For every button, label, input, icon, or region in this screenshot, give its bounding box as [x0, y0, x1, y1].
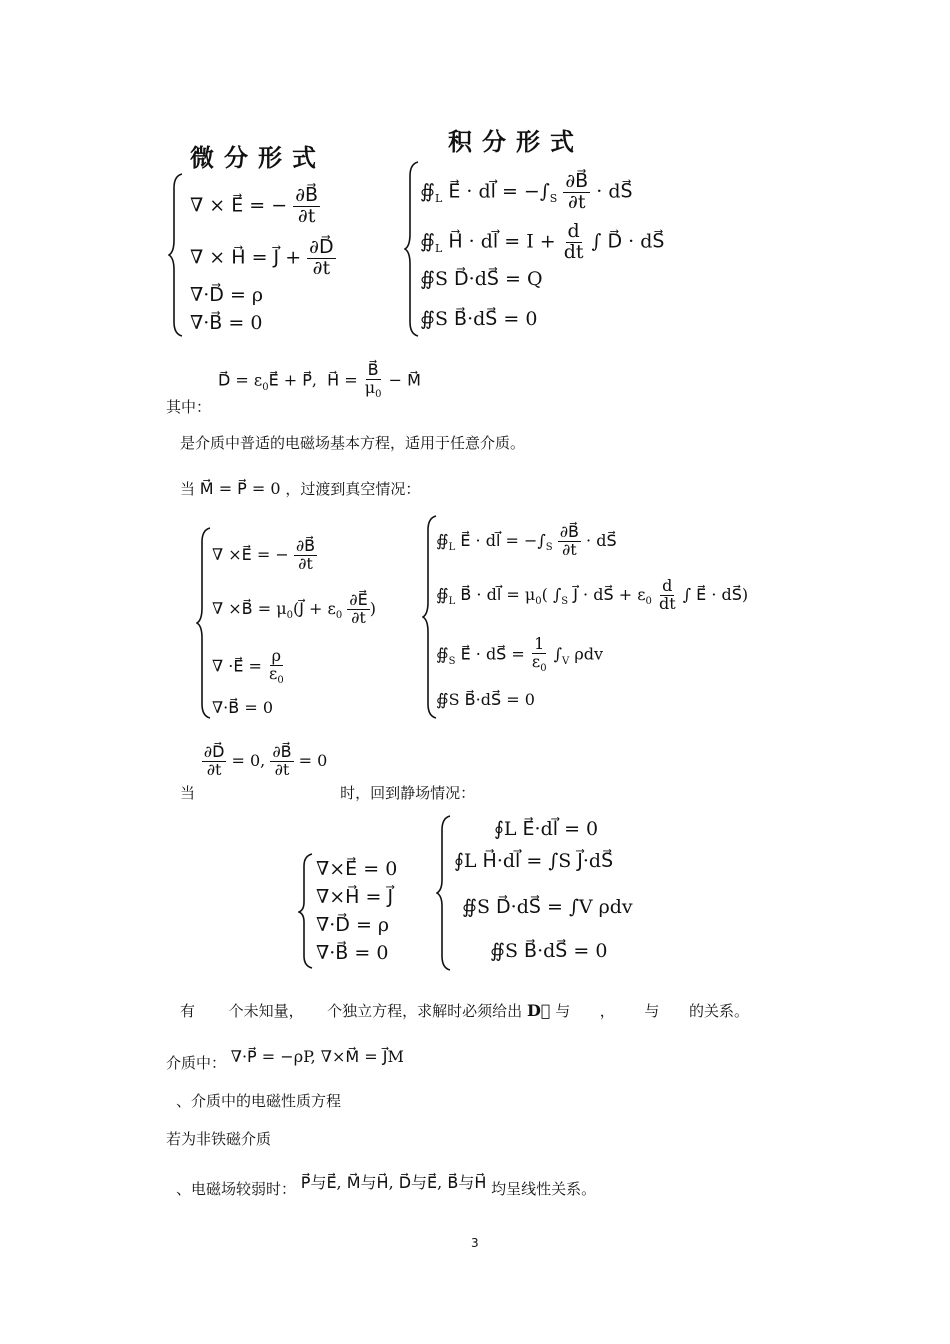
- vacuum-integ-eq-3: $∯_S$ E⃗ · dS⃗ = $\frac{1}{\varepsilon_0}$ $\int_V$ ρdv: [436, 634, 604, 674]
- nonferro-line: 若为非铁磁介质: [166, 1130, 272, 1148]
- unknowns-symbol-d: D⃗: [526, 1001, 551, 1020]
- medium-line: [166, 1046, 404, 1072]
- static-integ-eq-1: ∮L E⃗·dl⃗ = 0: [494, 818, 599, 840]
- weak-field-prefix: 、电磁场较弱时：: [176, 1180, 297, 1198]
- heading-integral-form: 积分形式: [448, 128, 584, 156]
- label-qizhong: 其中：: [166, 398, 212, 416]
- static-diff-eq-4: ∇·B⃗ = 0: [316, 942, 389, 964]
- static-intro-suffix: 时，回到静场情况：: [340, 783, 476, 802]
- vacuum-integ-eq-1: $∯_L$ E⃗ · dl⃗ = $-\int_S$ $\frac{\partial B⃗}{\partial t}$ · dS⃗: [436, 522, 617, 559]
- general-diff-eq-2: ∇ × H⃗ = J⃗ + $\frac{\partial D⃗}{\partial t}$: [190, 236, 334, 279]
- unknowns-w5: ，: [599, 1002, 615, 1020]
- static-integ-eq-3: ∯S D⃗·dS⃗ = ∫V ρdv: [462, 896, 633, 918]
- sentence-general: 是介质中普适的电磁场基本方程，适用于任意介质。: [180, 434, 526, 452]
- section-heading: 、介质中的电磁性质方程: [176, 1092, 342, 1110]
- unknowns-w4: 与: [555, 1002, 571, 1020]
- general-integ-eq-1: $∯_L$ E⃗ · dl⃗ = $-\int_S$ $\frac{\partial B⃗}{\partial t}$ · dS⃗: [420, 170, 633, 213]
- left-brace-general-diff: [168, 172, 188, 338]
- weak-field-line: [176, 1170, 597, 1198]
- general-diff-eq-1: ∇ × E⃗ = − $\frac{\partial B⃗}{\partial t}$: [190, 184, 319, 227]
- static-intro: [180, 742, 476, 802]
- general-integ-eq-2: $∯_L$ H⃗ · dl⃗ = I + $\frac{d}{dt}$ ∫ D⃗ · dS⃗: [420, 220, 665, 263]
- unknowns-w7: 的关系。: [688, 1002, 749, 1020]
- vacuum-diff-eq-3: ∇ ·E⃗ = $\frac{\rho}{\varepsilon_0}$: [212, 646, 284, 686]
- static-integ-eq-2: ∮L H⃗·dl⃗ = ∫S J⃗·dS⃗: [454, 850, 614, 872]
- left-brace-static-integ: [436, 814, 456, 972]
- static-integ-eq-4: ∯S B⃗·dS⃗ = 0: [490, 940, 608, 962]
- static-condition: $\frac{\partial D⃗}{\partial t}$ = 0, $\frac{\partial B⃗}{\partial t}$ = 0: [203, 742, 328, 779]
- constitutive-relations: D⃗ = $\varepsilon_0E⃗$ + P⃗, H⃗ = $\frac{B⃗}{\mu_0}$ − M⃗: [218, 360, 421, 400]
- vacuum-intro-prefix: 当: [180, 480, 196, 498]
- unknowns-w1: 有: [180, 1002, 196, 1020]
- general-integ-eq-3: ∯S D⃗·dS⃗ = Q: [420, 268, 543, 290]
- static-intro-prefix: 当: [180, 783, 196, 802]
- unknowns-sentence: [180, 1000, 749, 1021]
- unknowns-w6: 与: [644, 1002, 660, 1020]
- heading-differential-form: 微分形式: [190, 144, 326, 172]
- vacuum-integ-eq-2: $∯_L$ B⃗ · dl⃗ = $\mu_0$( $\int_S$ J⃗ · dS⃗ + $\varepsilon_0$ $\frac{d}{dt}$ ∫ E⃗ · dS⃗): [436, 576, 749, 613]
- page-number: 3: [471, 1236, 479, 1250]
- vacuum-diff-eq-4: ∇·B⃗ = 0: [212, 698, 273, 717]
- vacuum-intro-suffix: ，过渡到真空情况：: [285, 480, 421, 498]
- general-diff-eq-3: ∇·D⃗ = ρ: [190, 284, 264, 306]
- unknowns-w2: 个未知量，: [228, 1002, 304, 1020]
- vacuum-condition: M⃗ = P⃗ = 0: [199, 479, 281, 498]
- vacuum-diff-eq-1: ∇ ×E⃗ = − $\frac{\partial B⃗}{\partial t}$: [212, 536, 316, 573]
- static-diff-eq-2: ∇×H⃗ = J⃗: [316, 886, 394, 908]
- medium-equation: ∇·P⃗ = −ρP, ∇×M⃗ = J⃗M: [230, 1047, 404, 1066]
- unknowns-w3: 个独立方程，求解时必须给出: [327, 1002, 523, 1020]
- vacuum-integ-eq-4: ∯S B⃗·dS⃗ = 0: [436, 690, 535, 709]
- general-diff-eq-4: ∇·B⃗ = 0: [190, 312, 263, 334]
- left-brace-static-diff: [298, 852, 318, 970]
- static-diff-eq-1: ∇×E⃗ = 0: [316, 858, 398, 880]
- vacuum-intro: [180, 478, 420, 499]
- medium-prefix: 介质中：: [166, 1054, 227, 1072]
- weak-field-suffix: 均呈线性关系。: [491, 1180, 597, 1198]
- vacuum-diff-eq-2: ∇ ×B⃗ = $\mu_0(J⃗ + \varepsilon_0$ $\frac{\partial E⃗}{\partial t}$ ): [212, 590, 376, 627]
- static-diff-eq-3: ∇·D⃗ = ρ: [316, 914, 390, 936]
- general-integ-eq-4: ∯S B⃗·dS⃗ = 0: [420, 308, 538, 330]
- weak-field-pairs: P⃗与E⃗, M⃗与H⃗, D⃗与E⃗, B⃗与H⃗: [300, 1173, 487, 1192]
